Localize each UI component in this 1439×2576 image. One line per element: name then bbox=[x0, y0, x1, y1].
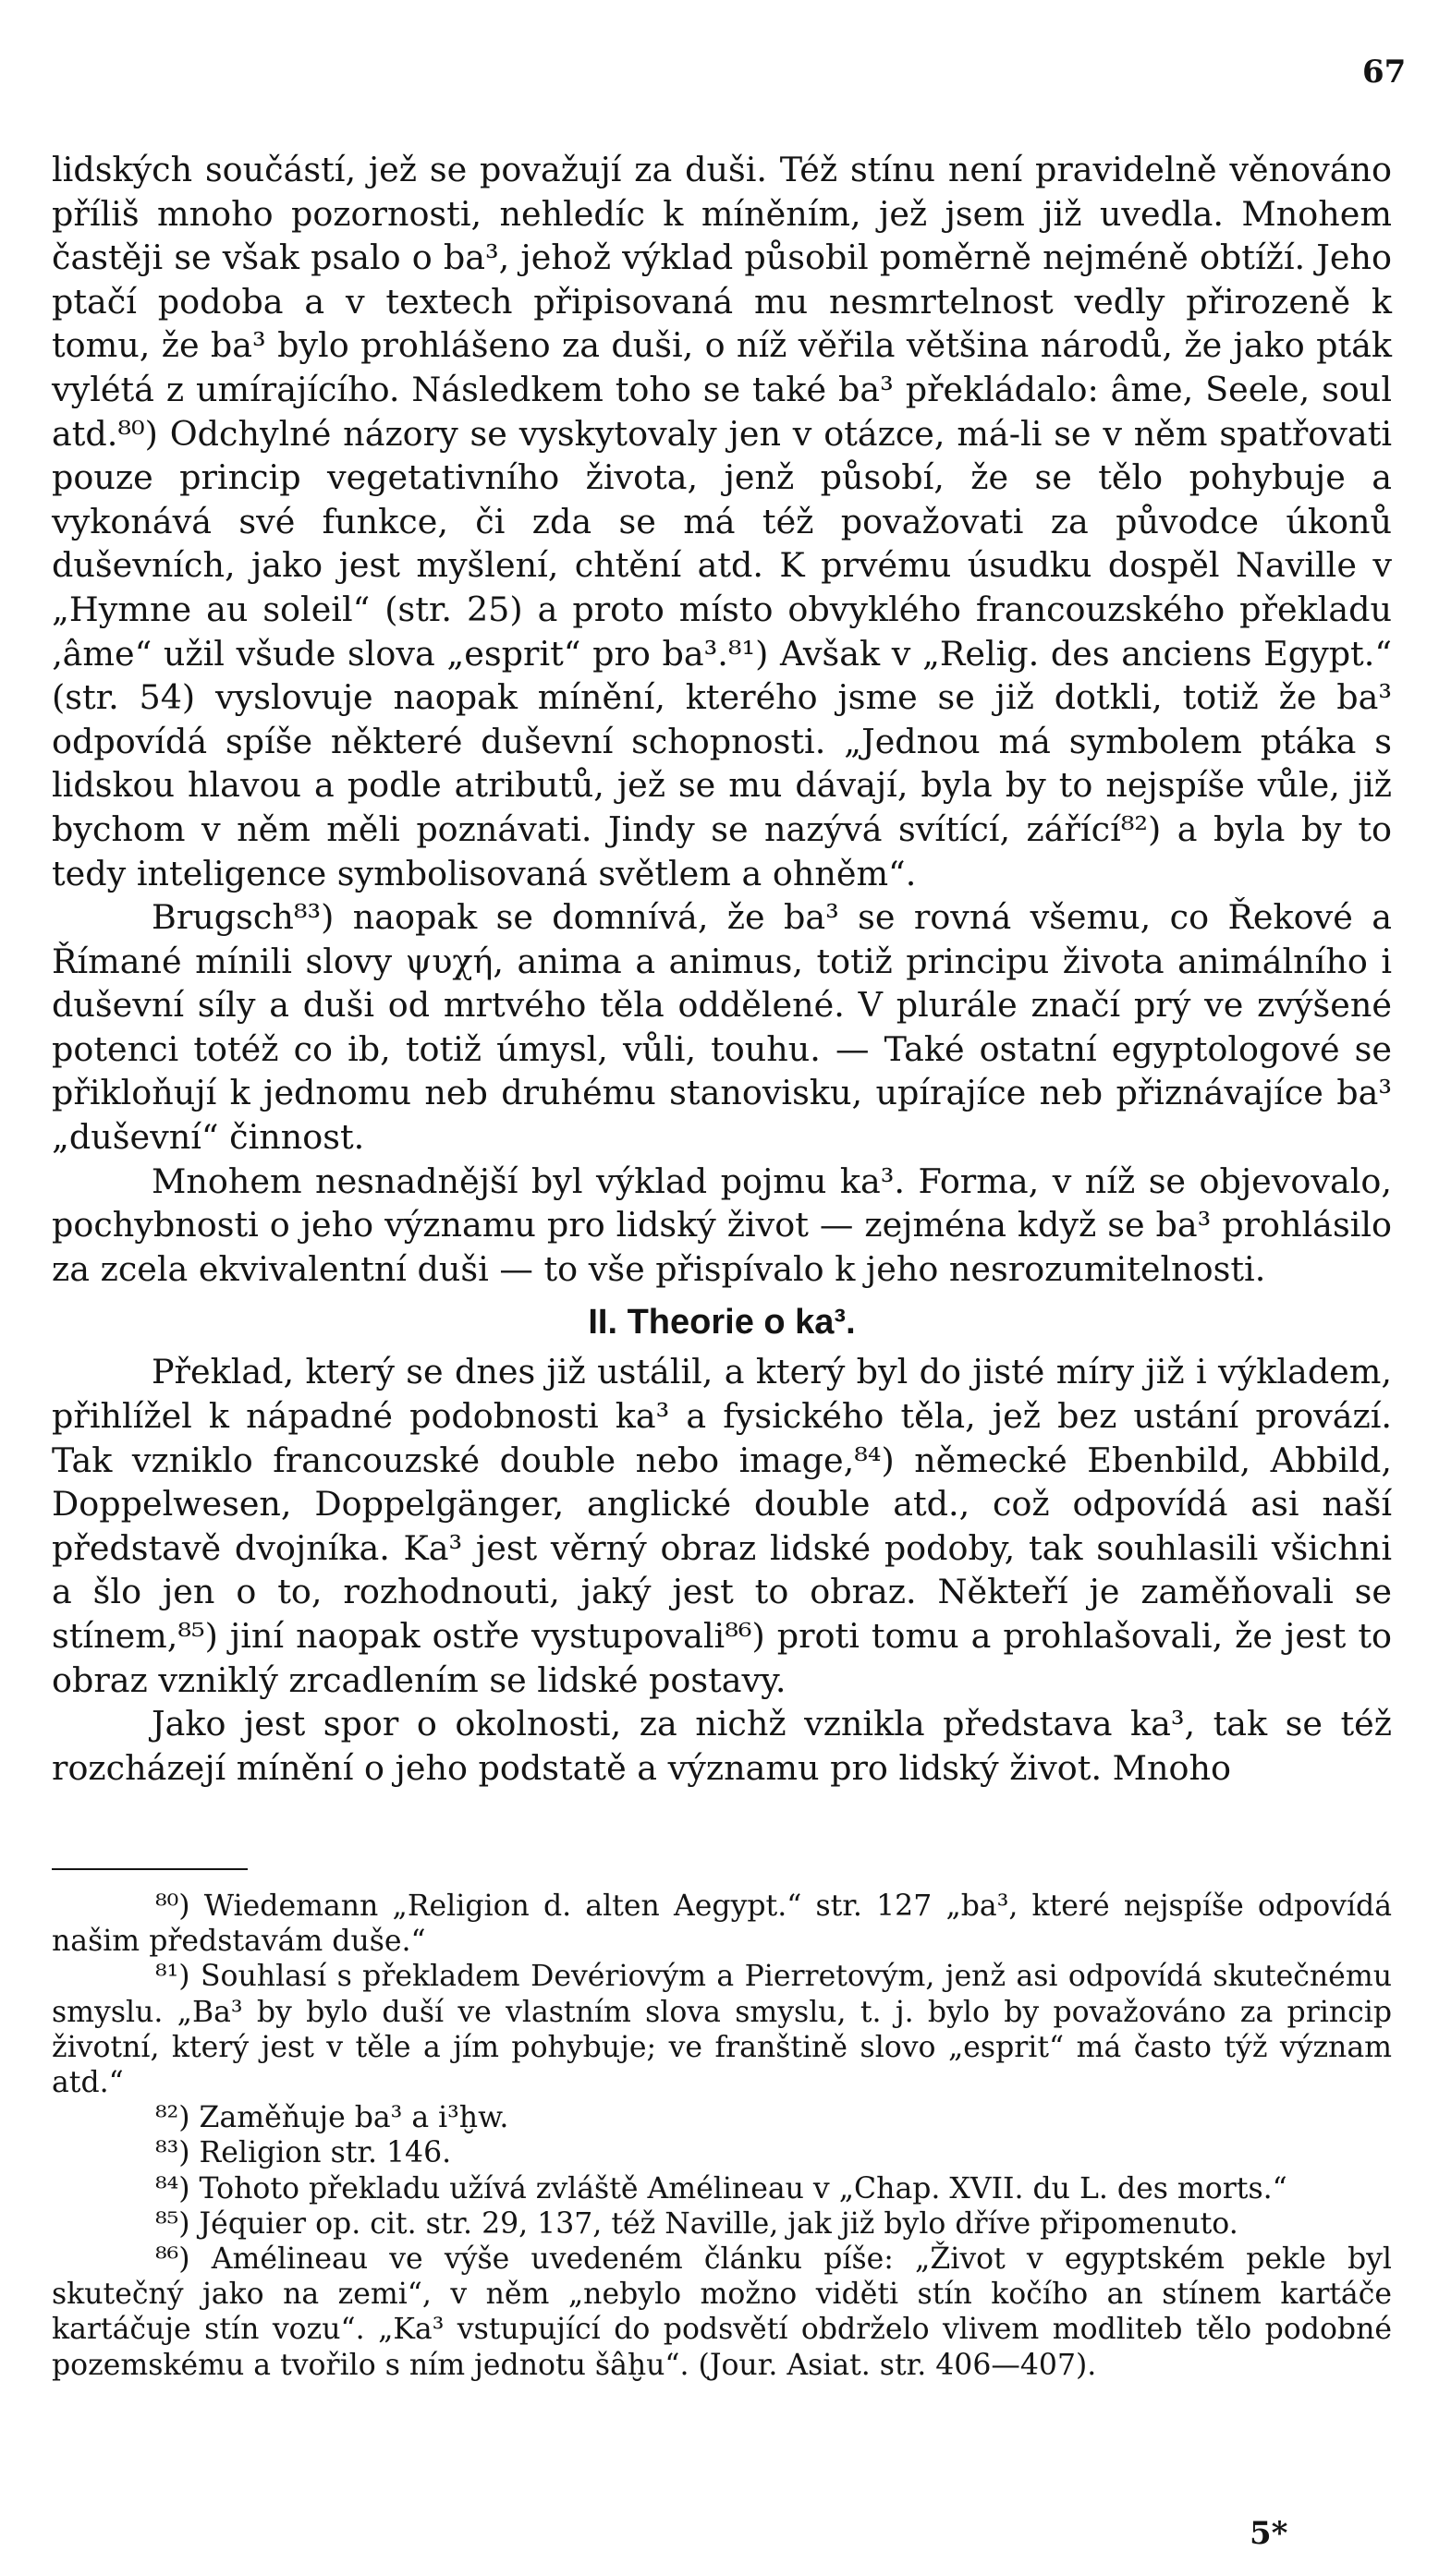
paragraph: lidských součástí, jež se považují za duši. Též stínu není pravidelně věnováno příliš mnoho pozornosti, nehledíc k míněním, jež jsem již uvedla. Mnohem častěji se však psalo o ba³, jehož výklad působil poměrně nejméně obtíží. Jeho ptačí podoba a v textech připisovaná mu nesmrtelnost vedly přirozeně k tomu, že ba³ bylo prohlášeno za duši, o níž věřila většina národů, že jako pták vylétá z umírajícího. Následkem toho se také ba³ překládalo: âme, Seele, soul atd.⁸⁰) Odchylné názory se vyskytovaly jen v otázce, má-li se v něm spatřovati pouze princip vegetativního života, jenž působí, že se tělo pohybuje a vykonává své funkce, či zda se má též považovati za původce úkonů duševních, jako jest myšlení, chtění atd. K prvému úsudku dospěl Naville v „Hymne au soleil“ (str. 25) a proto místo obvyklého francouzského překladu ‚âme“ užil všude slova „esprit“ pro ba³.⁸¹) Avšak v „Relig. des anciens Egypt.“ (str. 54) vyslovuje naopak mínění, kterého jsme se již dotkli, totiž že ba³ odpovídá spíše některé duševní schopnosti. „Jednou má symbolem ptáka s lidskou hlavou a podle atributů, jež se mu dávají, byla by to nejspíše vůle, již bychom v něm měli poznávati. Jindy se nazývá svítící, zářící⁸²) a byla by to tedy inteligence symbolisovaná světlem a ohněm“. bbox=[52, 150, 1392, 893]
footnote: ⁸⁴) Tohoto překladu užívá zvláště Amélineau v „Chap. XVII. du L. des morts.“ bbox=[155, 2171, 1287, 2205]
paragraph: Mnohem nesnadnější byl výklad pojmu ka³. Forma, v níž se objevovalo, pochybnosti o jeho významu pro lidský život — zejména když se ba³ prohlásilo za zcela ekvivalentní duši — to vše přispívalo k jeho nesrozumitelnosti. bbox=[52, 1160, 1392, 1289]
paragraph: Brugsch⁸³) naopak se domnívá, že ba³ se rovná všemu, co Řekové a Římané mínili slovy ψυχή, anima a animus, totiž principu života animálního i duševní síly a duši od mrtvého těla oddělené. V plurále značí prý ve zvýšené potenci totéž co ib, totiž úmysl, vůli, touhu. — Také ostatní egyptologové se přikloňují k jednomu neb druhému stanovisku, upírajíce neb přiznávajíce ba³ „duševní“ činnost. bbox=[52, 897, 1392, 1158]
section-heading: II. Theorie o ka³. bbox=[588, 1303, 856, 1343]
footnote: ⁸³) Religion str. 146. bbox=[155, 2136, 452, 2170]
page-number: 67 bbox=[1362, 54, 1407, 91]
footnote: ⁸⁵) Jéquier op. cit. str. 29, 137, též Naville, jak již bylo dříve připomenuto. bbox=[155, 2206, 1238, 2241]
footnotes bbox=[52, 1889, 1392, 2383]
footnote: ⁸⁶) Amélineau ve výše uvedeném článku píše: „Život v egyptském pekle byl skutečný jako na zemi“, v něm „nebylo možno viděti stín kočího an stínem kartáče kartáčuje stín vozu“. „Ka³ vstupující do podsvětí obdrželo vlivem modliteb tělo podobné pozemskému a tvořilo s ním jednotu šâḫu“. (Jour. Asiat. str. 406—407). bbox=[52, 2242, 1392, 2382]
signature-mark: 5* bbox=[1250, 2515, 1288, 2552]
footnote: ⁸⁰) Wiedemann „Religion d. alten Aegypt.“ str. 127 „ba³, které nejspíše odpovídá našim představám duše.“ bbox=[52, 1889, 1392, 1959]
footnote-divider bbox=[52, 1868, 248, 1870]
paragraph: Jako jest spor o okolnosti, za nichž vznikla představa ka³, tak se též rozcházejí mínění o jeho podstatě a významu pro lidský život. Mnoho bbox=[52, 1704, 1392, 1788]
main-text bbox=[52, 148, 1392, 1790]
footnote: ⁸¹) Souhlasí s překladem Devériovým a Pierretovým, jenž asi odpovídá skutečnému smyslu. „Ba³ by bylo duší ve vlastním slova smyslu, t. j. bylo by považováno za princip životní, který jest v těle a jím pohybuje; ve franštině slovo „esprit“ má často týž význam atd.“ bbox=[52, 1960, 1392, 2100]
paragraph: Překlad, který se dnes již ustálil, a který byl do jisté míry již i výkladem, přihlížel k nápadné podobnosti ka³ a fysického těla, jež bez ustání provází. Tak vzniklo francouzské double nebo image,⁸⁴) německé Ebenbild, Abbild, Doppelwesen, Doppelgänger, anglické double atd., což odpovídá asi naší představě dvojníka. Ka³ jest věrný obraz lidské podoby, tak souhlasili všichni a šlo jen o to, rozhodnouti, jaký jest to obraz. Někteří je zaměňovali se stínem,⁸⁵) jiní naopak ostře vystupovali⁸⁶) proti tomu a prohlašovali, že jest to obraz vzniklý zrcadlením se lidské postavy. bbox=[52, 1352, 1392, 1700]
footnote: ⁸²) Zaměňuje ba³ a i³ḫw. bbox=[155, 2101, 509, 2135]
